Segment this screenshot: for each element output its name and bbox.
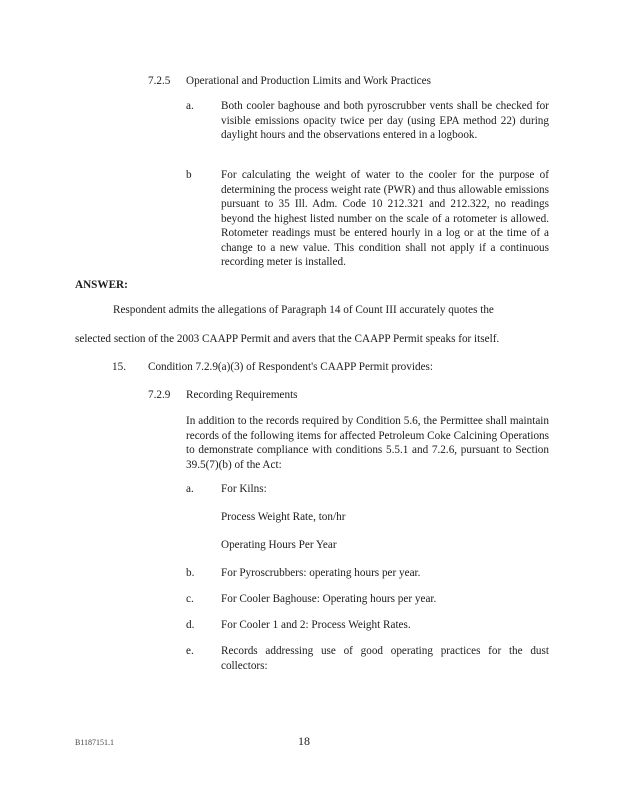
list-text: For Pyroscrubbers: operating hours per year. <box>221 567 421 579</box>
list-text: For Cooler 1 and 2: Process Weight Rates. <box>221 619 411 631</box>
answer-paragraph-line-1: Respondent admits the allegations of Paragraph 14 of Count III accurately quotes the <box>113 304 494 316</box>
item-label: b <box>186 169 192 181</box>
sub-item: Operating Hours Per Year <box>221 539 337 551</box>
section-title-7-2-5: Operational and Production Limits and Work Practices <box>186 75 431 87</box>
list-text: Records addressing use of good operating practices for the dust collectors: <box>221 645 549 672</box>
section-number-7-2-5: 7.2.5 <box>148 75 171 87</box>
section-title-7-2-9: Recording Requirements <box>186 389 298 401</box>
list-label: e. <box>186 645 194 657</box>
item-text: For calculating the weight of water to the cooler for the purpose of determining the process weight rate (PWR) and thus allowable emissions pursuant to 35 Ill. Adm. Code 10 212.321 and 212.322, no readings beyond the highest listed number on the scale of a rotometer is allowed. Rotometer readings must be entered hourly in a log or at the time of a change to a new value. This condition shall not apply if a continuous recording meter is installed. <box>221 169 549 269</box>
document-code: B1187151.1 <box>75 738 115 747</box>
section-7-2-9-intro: In addition to the records required by Condition 5.6, the Permittee shall maintain records of the following items for affected Petroleum Coke Calcining Operations to demonstrate compliance with conditions 5.5.1 and 7.2.6, pursuant to Section 39.5(7)(b) of the Act: <box>186 415 549 471</box>
list-label: c. <box>186 593 194 605</box>
list-text: For Kilns: <box>221 483 267 495</box>
item-text: Both cooler baghouse and both pyroscrubber vents shall be checked for visible emissions opacity twice per day (using EPA method 22) during daylight hours and the observations entered in a logbook. <box>221 100 549 142</box>
page-number: 18 <box>298 734 310 748</box>
paragraph-15-text: Condition 7.2.9(a)(3) of Respondent's CAAPP Permit provides: <box>148 361 434 373</box>
list-label: a. <box>186 483 194 495</box>
paragraph-number-15: 15. <box>112 361 126 373</box>
sub-item: Process Weight Rate, ton/hr <box>221 511 346 523</box>
list-text: For Cooler Baghouse: Operating hours per year. <box>221 593 437 605</box>
list-label: b. <box>186 567 195 579</box>
answer-paragraph-line-2: selected section of the 2003 CAAPP Permit and avers that the CAAPP Permit speaks for itself. <box>75 333 500 345</box>
list-label: d. <box>186 619 195 631</box>
answer-heading: ANSWER: <box>75 279 128 291</box>
item-label: a. <box>186 100 194 112</box>
section-number-7-2-9: 7.2.9 <box>148 389 171 401</box>
